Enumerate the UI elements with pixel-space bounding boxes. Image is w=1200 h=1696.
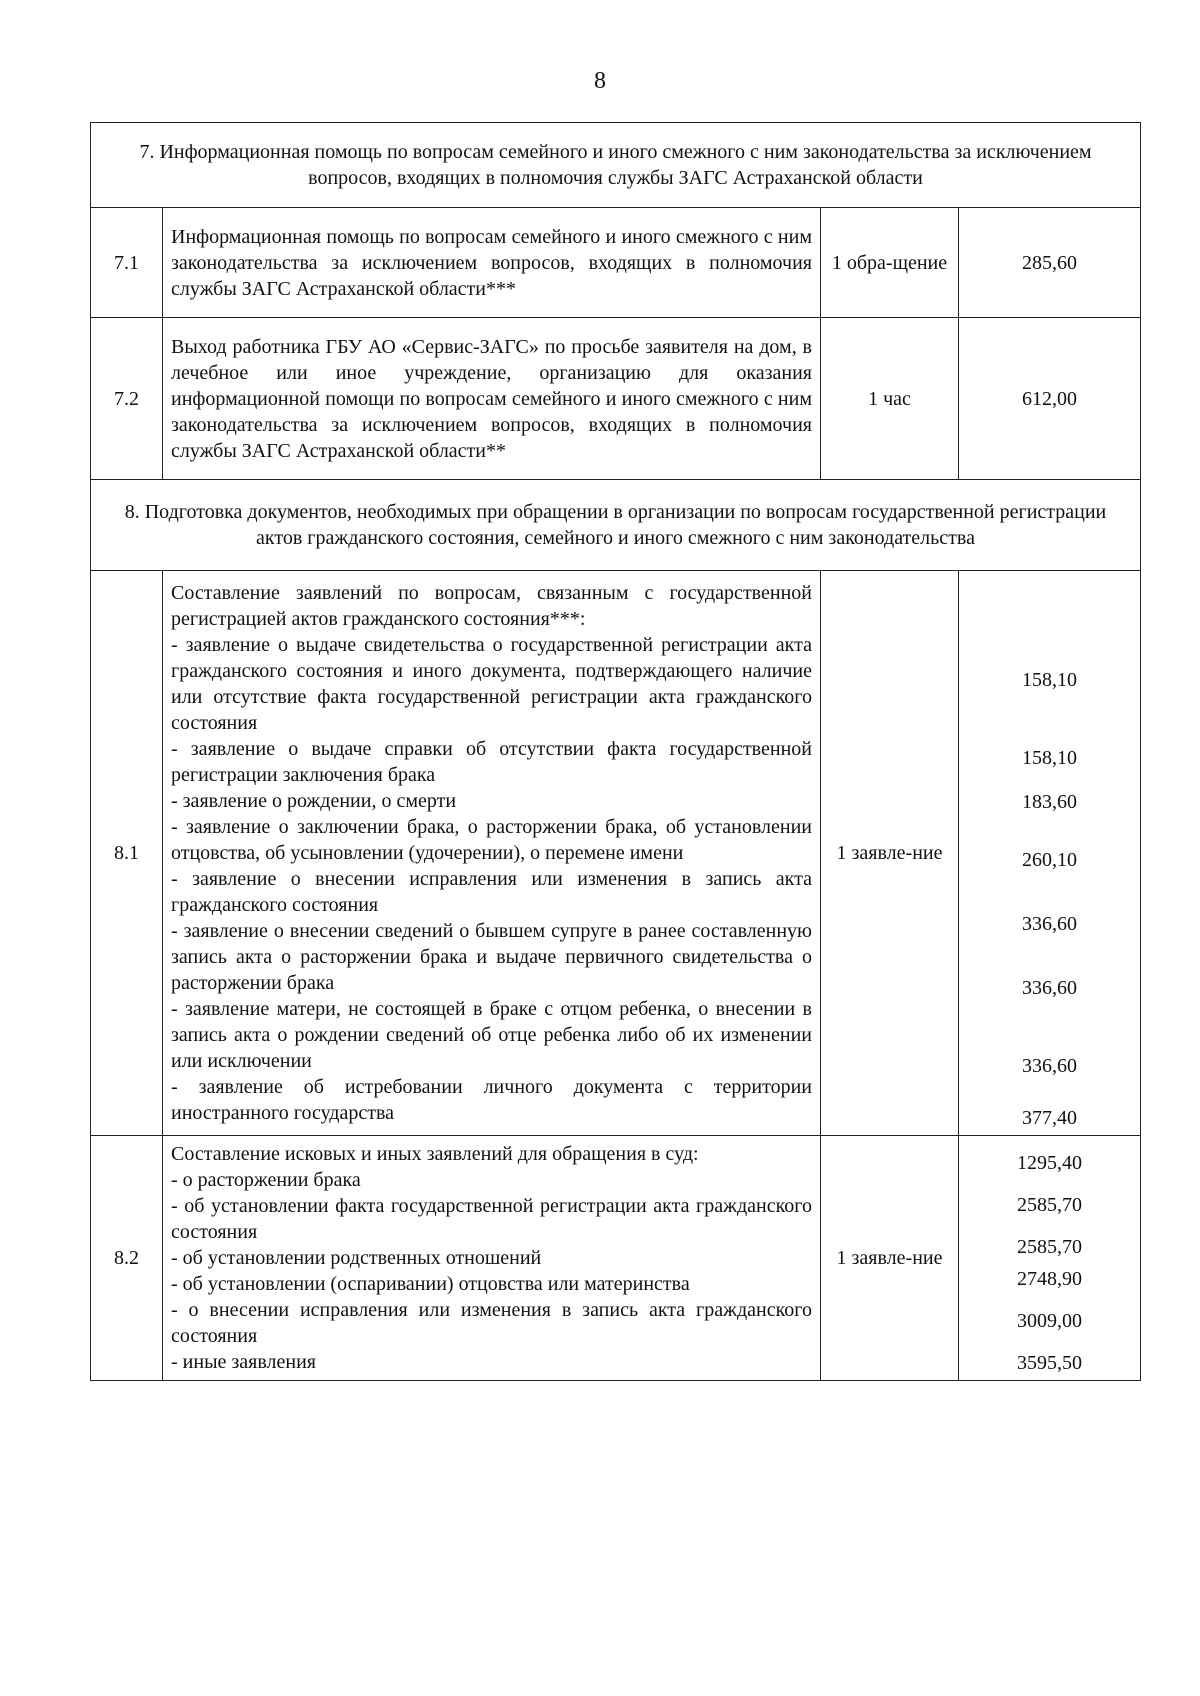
price-value: 260,10: [1022, 849, 1077, 871]
table-row-8-2: [91, 1136, 1141, 1381]
list-item: - заявление о внесении исправления или изменения в запись акта гражданского состояния: [171, 868, 812, 916]
price-value: 336,60: [1022, 1055, 1077, 1077]
row-price: 285,60: [959, 208, 1141, 318]
price-value: 2748,90: [1017, 1268, 1082, 1290]
row-unit: 1 заявле-ние: [821, 571, 959, 1136]
section-7-header-row: [91, 123, 1141, 208]
row-unit: 1 обра-щение: [821, 208, 959, 318]
price-value: 2585,70: [1017, 1236, 1082, 1258]
list-item: - заявление об истребовании личного документа с территории иностранного государства: [171, 1076, 812, 1124]
page-number: 8: [594, 68, 606, 94]
list-item: - о расторжении брака: [171, 1169, 361, 1191]
row-number: 7.2: [91, 318, 163, 480]
list-item: - заявление о заключении брака, о расторжении брака, об установлении отцовства, об усыновлении (удочерении), о перемене имени: [171, 816, 812, 864]
price-value: 377,40: [1022, 1107, 1077, 1129]
price-value: 336,60: [1022, 977, 1077, 999]
price-value: 3009,00: [1017, 1310, 1082, 1332]
list-item: - заявление о выдаче справки об отсутствии факта государственной регистрации заключения брака: [171, 738, 812, 786]
row-description: Информационная помощь по вопросам семейного и иного смежного с ним законодательства за исключением вопросов, входящих в полномочия службы ЗАГС Астраханской области***: [163, 208, 821, 318]
price-value: 1295,40: [1017, 1152, 1082, 1174]
list-item: - заявление о внесении сведений о бывшем супруге в ранее составленную запись акта о расторжении брака и выдаче первичного свидетельства о расторжении брака: [171, 920, 812, 994]
row-prices: [959, 571, 1141, 1136]
price-value: 336,60: [1022, 913, 1077, 935]
list-item: - иные заявления: [171, 1351, 316, 1373]
table-row-8-1: [91, 571, 1141, 1136]
row-intro: Составление заявлений по вопросам, связанным с государственной регистрацией актов гражданского состояния***:: [171, 582, 812, 630]
table-row-7-2: [91, 318, 1141, 480]
row-number: 8.1: [91, 571, 163, 1136]
price-value: 158,10: [1022, 669, 1077, 691]
list-item: - о внесении исправления или изменения в запись акта гражданского состояния: [171, 1299, 812, 1347]
price-value: 2585,70: [1017, 1194, 1082, 1216]
price-value: 183,60: [1022, 791, 1077, 813]
price-value: 3595,50: [1017, 1352, 1082, 1374]
row-description: [163, 1136, 821, 1381]
table-row-7-1: [91, 208, 1141, 318]
list-item: - заявление о рождении, о смерти: [171, 790, 457, 812]
list-item: - об установлении родственных отношений: [171, 1247, 542, 1269]
row-number: 7.1: [91, 208, 163, 318]
list-item: - заявление о выдаче свидетельства о государственной регистрации акта гражданского состояния и иного документа, подтверждающего наличие или отсутствие факта государственной регистрации акта гражданского состояния: [171, 634, 812, 734]
list-item: - заявление матери, не состоящей в браке с отцом ребенка, о внесении в запись акта о рождении сведений об отце ребенка либо об их изменении или исключении: [171, 998, 812, 1072]
row-price: 612,00: [959, 318, 1141, 480]
row-number: 8.2: [91, 1136, 163, 1381]
section-7-title: 7. Информационная помощь по вопросам семейного и иного смежного с ним законодательства за исключением вопросов, входящих в полномочия службы ЗАГС Астраханской области: [91, 123, 1141, 208]
row-description: [163, 571, 821, 1136]
price-value: 158,10: [1022, 747, 1077, 769]
section-8-header-row: [91, 480, 1141, 571]
row-prices: [959, 1136, 1141, 1381]
section-8-title: 8. Подготовка документов, необходимых при обращении в организации по вопросам государственной регистрации актов гражданского состояния, семейного и иного смежного с ним законодательства: [91, 480, 1141, 571]
tariff-table: [90, 122, 1141, 1381]
row-unit: 1 заявле-ние: [821, 1136, 959, 1381]
row-intro: Составление исковых и иных заявлений для обращения в суд:: [171, 1143, 699, 1165]
row-description: Выход работника ГБУ АО «Сервис-ЗАГС» по просьбе заявителя на дом, в лечебное или иное учреждение, организацию для оказания информационной помощи по вопросам семейного и иного смежного с ним законодательства за исключением вопросов, входящих в полномочия службы ЗАГС Астраханской области**: [163, 318, 821, 480]
list-item: - об установлении (оспаривании) отцовства или материнства: [171, 1273, 690, 1295]
list-item: - об установлении факта государственной регистрации акта гражданского состояния: [171, 1195, 812, 1243]
row-unit: 1 час: [821, 318, 959, 480]
